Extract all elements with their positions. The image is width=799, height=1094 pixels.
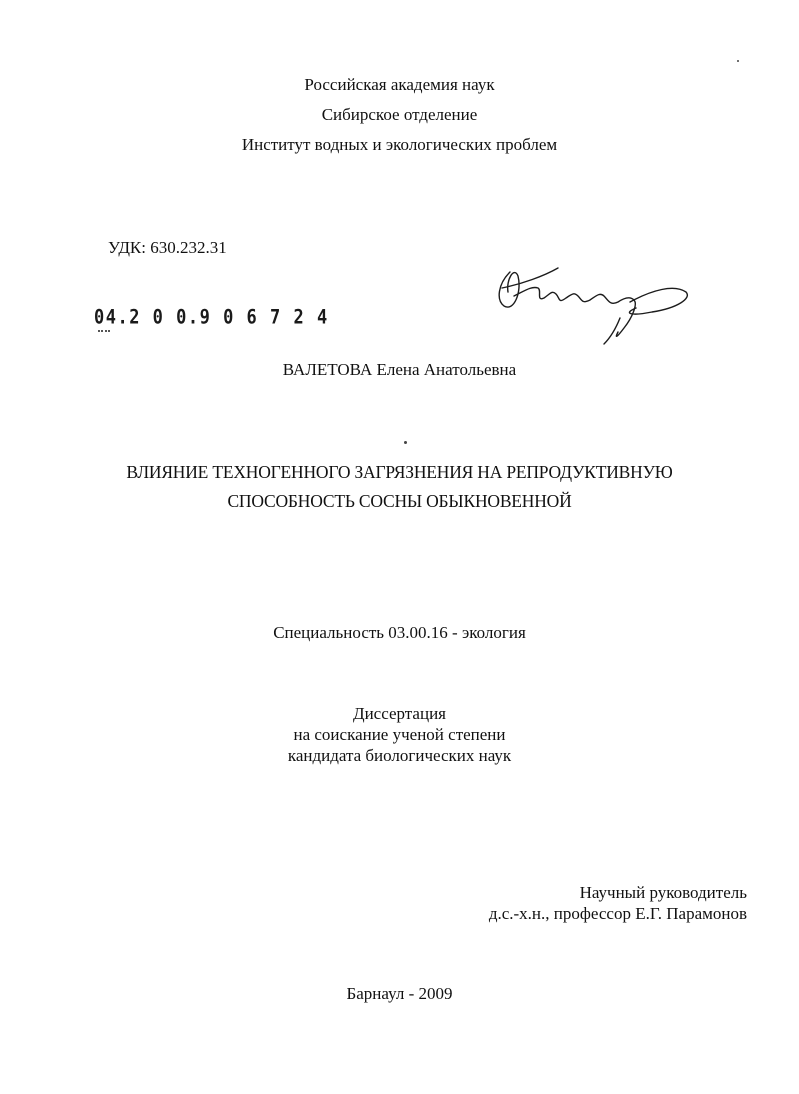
supervisor-label: Научный руководитель: [579, 883, 747, 902]
dissertation-degree: на соискание ученой степени: [293, 725, 506, 744]
stamp-dots: [98, 330, 110, 335]
thesis-title-line1: ВЛИЯНИЕ ТЕХНОГЕННОГО ЗАГРЯЗНЕНИЯ НА РЕПРОДУКТИВНУЮ: [126, 462, 673, 482]
scan-speck: [404, 441, 407, 444]
org-branch: Сибирское отделение: [321, 105, 478, 124]
author-signature: [492, 262, 692, 346]
thesis-title-line2: СПОСОБНОСТЬ СОСНЫ ОБЫКНОВЕННОЙ: [227, 491, 572, 511]
udk-code: УДК: 630.232.31: [108, 238, 227, 257]
dissertation-label: Диссертация: [352, 704, 446, 723]
dissertation-field: кандидата биологических наук: [287, 746, 512, 765]
city-year: Барнаул - 2009: [346, 984, 453, 1003]
org-institute: Институт водных и экологических проблем: [241, 135, 558, 154]
supervisor-name: д.с.-х.н., профессор Е.Г. Парамонов: [488, 904, 747, 923]
org-academy: Российская академия наук: [304, 75, 495, 94]
author-name: ВАЛЕТОВА Елена Анатольевна: [282, 360, 517, 379]
specialty: Специальность 03.00.16 - экология: [273, 623, 526, 642]
scan-speck: [737, 60, 739, 62]
registration-stamp: 04.2 0 0.9 0 6 7 2 4: [94, 306, 329, 329]
